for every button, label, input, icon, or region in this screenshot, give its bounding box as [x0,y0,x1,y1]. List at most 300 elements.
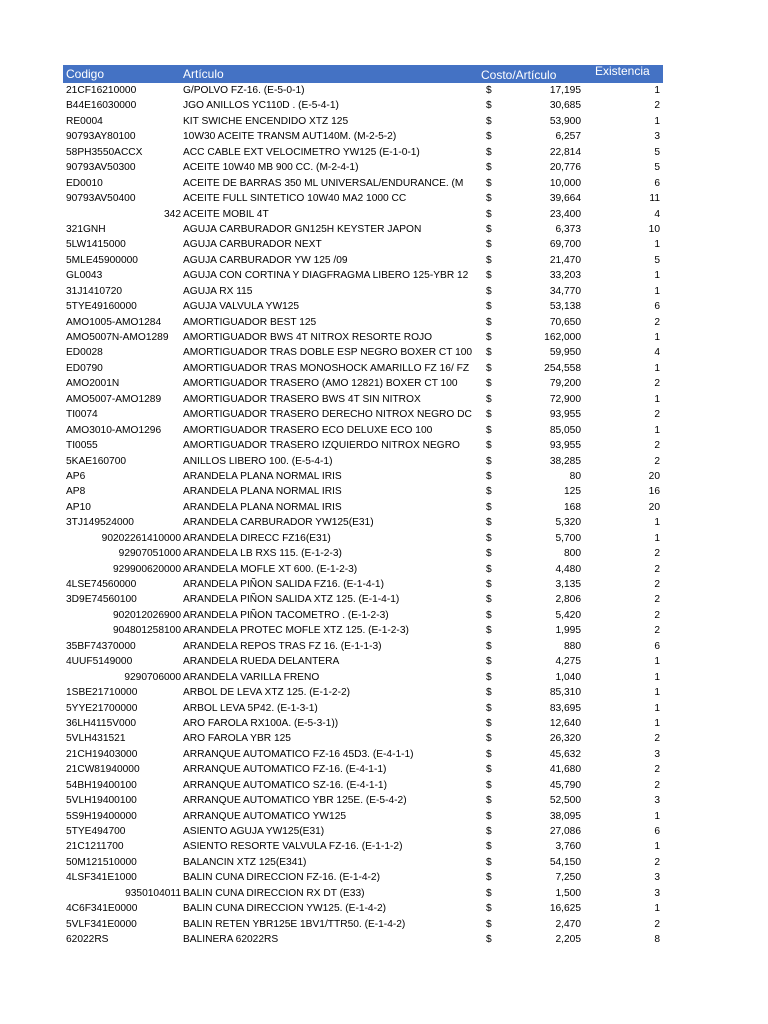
table-row[interactable] [63,423,663,438]
cell-article[interactable]: ARANDELA RUEDA DELANTERA [183,656,340,668]
header-code[interactable]: Codigo [66,67,105,81]
cell-cost[interactable]: 23,400 [549,208,581,220]
cell-article[interactable]: ARANDELA VARILLA FRENO [183,671,320,683]
cell-code[interactable]: 4UUF5149000 [66,656,133,668]
cell-stock[interactable]: 3 [654,872,660,884]
cell-code[interactable]: 31J1410720 [66,285,123,297]
cell-article[interactable]: AMORTIGUADOR TRASERO (AMO 12821) BOXER CT 100 [183,378,458,390]
cell-stock[interactable]: 6 [654,826,660,837]
cell-currency[interactable]: $ [486,563,492,575]
cell-article[interactable]: ARANDELA PIÑON SALIDA XTZ 125. (E-1-4-1) [183,594,400,606]
cell-stock[interactable]: 2 [654,100,660,112]
cell-article[interactable]: G/POLVO FZ-16. (E-5-0-1) [183,85,305,96]
cell-cost[interactable]: 69,700 [549,239,581,251]
cell-article[interactable]: ASIENTO AGUJA YW125(E31) [183,826,325,837]
cell-currency[interactable]: $ [486,162,492,174]
cell-currency[interactable]: $ [486,100,492,112]
cell-cost[interactable]: 38,285 [549,455,581,467]
cell-cost[interactable]: 16,625 [549,903,581,915]
cell-cost[interactable]: 85,310 [549,687,581,699]
cell-article[interactable]: ACEITE FULL SINTETICO 10W40 MA2 1000 CC [183,193,407,205]
cell-code[interactable]: 36LH4115V000 [66,717,137,729]
cell-currency[interactable]: $ [486,764,492,776]
cell-cost[interactable]: 5,700 [555,532,581,544]
table-row[interactable] [63,546,663,561]
cell-code[interactable]: 4LSF341E1000 [66,872,137,884]
cell-article[interactable]: ARANDELA DIRECC FZ16(E31) [183,532,331,544]
cell-currency[interactable]: $ [486,640,492,652]
table-row[interactable] [63,315,663,330]
cell-currency[interactable]: $ [486,887,492,899]
table-row[interactable] [63,716,663,731]
table-row[interactable] [63,114,663,129]
cell-cost[interactable]: 34,770 [549,285,581,297]
cell-currency[interactable]: $ [486,115,492,127]
cell-cost[interactable]: 72,900 [549,393,581,405]
cell-currency[interactable]: $ [486,702,492,714]
cell-code[interactable]: 21CH19403000 [66,748,138,760]
cell-code[interactable]: 58PH3550ACCX [66,146,143,158]
cell-currency[interactable]: $ [486,548,492,560]
table-row[interactable] [63,191,663,206]
cell-cost[interactable]: 10,000 [549,177,581,189]
cell-cost[interactable]: 5,420 [555,609,581,621]
cell-cost[interactable]: 2,205 [555,934,581,946]
cell-cost[interactable]: 2,806 [555,594,581,606]
cell-cost[interactable]: 20,776 [549,162,581,174]
cell-cost[interactable]: 54,150 [549,856,581,868]
cell-currency[interactable]: $ [486,208,492,220]
cell-code[interactable]: 90793AV50300 [66,162,136,174]
cell-code[interactable]: AP6 [66,470,86,482]
cell-stock[interactable]: 5 [654,162,660,174]
cell-code[interactable]: RE0004 [66,115,103,127]
cell-stock[interactable]: 2 [654,918,660,930]
cell-code[interactable]: B44E16030000 [66,100,137,112]
cell-stock[interactable]: 2 [654,378,660,390]
cell-article[interactable]: BALIN CUNA DIRECCION YW125. (E-1-4-2) [183,903,387,915]
table-row[interactable] [63,577,663,592]
cell-code[interactable]: 92907051000 [118,548,181,560]
cell-currency[interactable]: $ [486,625,492,637]
cell-currency[interactable]: $ [486,440,492,452]
cell-stock[interactable]: 4 [654,347,660,359]
cell-cost[interactable]: 17,195 [549,85,581,96]
cell-cost[interactable]: 1,040 [555,671,581,683]
cell-cost[interactable]: 41,680 [549,764,581,776]
cell-cost[interactable]: 59,950 [549,347,581,359]
table-row[interactable] [63,129,663,144]
cell-currency[interactable]: $ [486,517,492,529]
cell-cost[interactable]: 1,500 [555,887,581,899]
table-row[interactable] [63,531,663,546]
cell-cost[interactable]: 93,955 [549,440,581,452]
cell-code[interactable]: 5S9H19400000 [66,810,137,822]
cell-stock[interactable]: 1 [654,702,660,714]
table-row[interactable] [63,839,663,854]
cell-article[interactable]: ARANDELA PIÑON TACOMETRO . (E-1-2-3) [183,609,389,621]
cell-currency[interactable]: $ [486,146,492,158]
cell-stock[interactable]: 1 [654,841,660,853]
cell-stock[interactable]: 6 [654,301,660,313]
cell-code[interactable]: 3D9E74560100 [66,594,137,606]
header-stock[interactable]: Existencia [595,64,650,78]
cell-code[interactable]: 5VLH431521 [66,733,126,745]
cell-stock[interactable]: 1 [654,424,660,436]
cell-stock[interactable]: 2 [654,625,660,637]
cell-article[interactable]: AMORTIGUADOR TRAS DOBLE ESP NEGRO BOXER CT 100 [183,347,473,359]
cell-currency[interactable]: $ [486,856,492,868]
cell-currency[interactable]: $ [486,131,492,143]
cell-article[interactable]: ARRANQUE AUTOMATICO FZ-16 45D3. (E-4-1-1) [183,748,414,760]
header-cost[interactable]: Costo/Artículo [481,68,557,82]
cell-currency[interactable]: $ [486,748,492,760]
cell-stock[interactable]: 2 [654,779,660,791]
table-row[interactable] [63,207,663,222]
cell-cost[interactable]: 800 [564,548,581,560]
cell-stock[interactable]: 1 [654,270,660,282]
cell-article[interactable]: ARANDELA MOFLE XT 600. (E-1-2-3) [183,563,358,575]
cell-cost[interactable]: 880 [564,640,581,652]
table-row[interactable] [63,237,663,252]
cell-article[interactable]: AMORTIGUADOR TRAS MONOSHOCK AMARILLO FZ 16/ FZ [183,362,470,374]
cell-article[interactable]: AGUJA CON CORTINA Y DIAGFRAGMA LIBERO 125-YBR 12 [183,270,469,282]
cell-code[interactable]: 21CW81940000 [66,764,140,776]
table-row[interactable] [63,824,663,839]
cell-currency[interactable]: $ [486,301,492,313]
table-row[interactable] [63,83,663,98]
cell-stock[interactable]: 2 [654,316,660,328]
cell-code[interactable]: ED0790 [66,362,103,374]
cell-stock[interactable]: 1 [654,810,660,822]
cell-article[interactable]: BALIN CUNA DIRECCION FZ-16. (E-1-4-2) [183,872,380,884]
cell-stock[interactable]: 2 [654,563,660,575]
cell-stock[interactable]: 6 [654,640,660,652]
table-row[interactable] [63,654,663,669]
cell-article[interactable]: AMORTIGUADOR TRASERO IZQUIERDO NITROX NEGRO [183,440,460,452]
cell-stock[interactable]: 3 [654,131,660,143]
cell-code[interactable]: ED0028 [66,347,103,359]
cell-cost[interactable]: 21,470 [549,254,581,266]
cell-article[interactable]: ACC CABLE EXT VELOCIMETRO YW125 (E-1-0-1) [183,146,420,158]
cell-article[interactable]: AMORTIGUADOR TRASERO BWS 4T SIN NITROX [183,393,421,405]
table-row[interactable] [63,438,663,453]
cell-article[interactable]: BALINERA 62022RS [183,934,279,946]
cell-code[interactable]: ED0010 [66,177,103,189]
cell-currency[interactable]: $ [486,671,492,683]
cell-cost[interactable]: 254,558 [544,362,581,374]
cell-code[interactable]: AMO1005-AMO1284 [66,316,162,328]
table-row[interactable] [63,268,663,283]
cell-cost[interactable]: 26,320 [549,733,581,745]
table-row[interactable] [63,500,663,515]
cell-stock[interactable]: 2 [654,455,660,467]
table-row[interactable] [63,592,663,607]
cell-code[interactable]: 5VLH19400100 [66,795,137,807]
cell-stock[interactable]: 5 [654,146,660,158]
cell-cost[interactable]: 39,664 [549,193,581,205]
cell-currency[interactable]: $ [486,579,492,590]
cell-currency[interactable]: $ [486,270,492,282]
cell-code[interactable]: AMO2001N [66,378,120,390]
cell-article[interactable]: ARANDELA PLANA NORMAL IRIS [183,501,342,513]
cell-article[interactable]: 10W30 ACEITE TRANSM AUT140M. (M-2-5-2) [183,131,397,143]
cell-stock[interactable]: 3 [654,795,660,807]
cell-code[interactable]: AMO5007N-AMO1289 [66,332,169,343]
cell-code[interactable]: 5YYE21700000 [66,702,138,714]
cell-stock[interactable]: 1 [654,285,660,297]
cell-currency[interactable]: $ [486,285,492,297]
cell-article[interactable]: AMORTIGUADOR TRASERO ECO DELUXE ECO 100 [183,424,433,436]
cell-stock[interactable]: 1 [654,532,660,544]
cell-cost[interactable]: 93,955 [549,409,581,421]
cell-currency[interactable]: $ [486,332,492,343]
table-row[interactable] [63,345,663,360]
cell-currency[interactable]: $ [486,810,492,822]
cell-code[interactable]: 5TYE49160000 [66,301,137,313]
cell-article[interactable]: ARANDELA LB RXS 115. (E-1-2-3) [183,548,342,560]
cell-cost[interactable]: 70,650 [549,316,581,328]
table-row[interactable] [63,284,663,299]
cell-article[interactable]: ARO FAROLA RX100A. (E-5-3-1)) [183,717,339,729]
table-row[interactable] [63,685,663,700]
cell-cost[interactable]: 79,200 [549,378,581,390]
cell-code[interactable]: 90202261410000 [101,532,181,544]
cell-article[interactable]: AMORTIGUADOR BEST 125 [183,316,317,328]
cell-cost[interactable]: 45,790 [549,779,581,791]
cell-article[interactable]: AGUJA CARBURADOR GN125H KEYSTER JAPON [183,223,422,235]
cell-cost[interactable]: 4,275 [555,656,581,668]
cell-currency[interactable]: $ [486,501,492,513]
cell-article[interactable]: ARANDELA PIÑON SALIDA FZ16. (E-1-4-1) [183,579,384,590]
cell-currency[interactable]: $ [486,223,492,235]
cell-stock[interactable]: 1 [654,332,660,343]
header-article[interactable]: Artículo [183,67,224,81]
table-row[interactable] [63,160,663,175]
cell-code[interactable]: 929900620000 [113,563,181,575]
cell-article[interactable]: AGUJA VALVULA YW125 [183,301,300,313]
cell-code[interactable]: 5KAE160700 [66,455,127,467]
cell-stock[interactable]: 5 [654,254,660,266]
cell-currency[interactable]: $ [486,656,492,668]
cell-code[interactable]: 5MLE45900000 [66,254,138,266]
cell-article[interactable]: AMORTIGUADOR TRASERO DERECHO NITROX NEGRO DC [183,409,472,421]
cell-code[interactable]: GL0043 [66,270,103,282]
cell-cost[interactable]: 22,814 [549,146,581,158]
table-row[interactable] [63,469,663,484]
cell-cost[interactable]: 38,095 [549,810,581,822]
cell-article[interactable]: ARRANQUE AUTOMATICO SZ-16. (E-4-1-1) [183,779,387,791]
cell-currency[interactable]: $ [486,424,492,436]
table-row[interactable] [63,778,663,793]
cell-article[interactable]: ASIENTO RESORTE VALVULA FZ-16. (E-1-1-2) [183,841,403,853]
cell-code[interactable]: 904801258100 [113,625,181,637]
cell-cost[interactable]: 4,480 [555,563,581,575]
cell-currency[interactable]: $ [486,532,492,544]
cell-currency[interactable]: $ [486,85,492,96]
table-row[interactable] [63,299,663,314]
cell-currency[interactable]: $ [486,826,492,837]
cell-currency[interactable]: $ [486,594,492,606]
cell-stock[interactable]: 2 [654,579,660,590]
cell-stock[interactable]: 10 [648,223,660,235]
table-row[interactable] [63,392,663,407]
cell-code[interactable]: 9350104011 [125,887,181,899]
cell-currency[interactable]: $ [486,378,492,390]
cell-currency[interactable]: $ [486,779,492,791]
table-row[interactable] [63,639,663,654]
cell-currency[interactable]: $ [486,193,492,205]
cell-cost[interactable]: 33,203 [549,270,581,282]
cell-cost[interactable]: 6,373 [555,223,581,235]
cell-article[interactable]: BALANCIN XTZ 125(E341) [183,856,307,868]
cell-article[interactable]: AGUJA RX 115 [183,285,253,297]
cell-stock[interactable]: 1 [654,517,660,529]
cell-currency[interactable]: $ [486,362,492,374]
cell-stock[interactable]: 2 [654,733,660,745]
table-row[interactable] [63,886,663,901]
cell-cost[interactable]: 162,000 [544,332,581,343]
cell-stock[interactable]: 1 [654,671,660,683]
cell-code[interactable]: 90793AY80100 [66,131,136,143]
table-row[interactable] [63,762,663,777]
cell-cost[interactable]: 53,138 [549,301,581,313]
cell-article[interactable]: ARBOL DE LEVA XTZ 125. (E-1-2-2) [183,687,351,699]
table-row[interactable] [63,330,663,345]
cell-currency[interactable]: $ [486,733,492,745]
cell-currency[interactable]: $ [486,841,492,853]
cell-code[interactable]: AP10 [66,501,91,513]
table-row[interactable] [63,870,663,885]
cell-code[interactable]: 3TJ149524000 [66,517,134,529]
cell-code[interactable]: 4C6F341E0000 [66,903,138,915]
cell-article[interactable]: ACEITE 10W40 MB 900 CC. (M-2-4-1) [183,162,359,174]
table-row[interactable] [63,454,663,469]
table-row[interactable] [63,917,663,932]
cell-cost[interactable]: 6,257 [555,131,581,143]
cell-code[interactable]: 9290706000 [124,671,181,683]
cell-stock[interactable]: 6 [654,177,660,189]
table-row[interactable] [63,361,663,376]
cell-stock[interactable]: 2 [654,856,660,868]
cell-code[interactable]: AP8 [66,486,86,498]
cell-stock[interactable]: 2 [654,764,660,776]
cell-cost[interactable]: 168 [564,501,581,513]
cell-cost[interactable]: 30,685 [549,100,581,112]
table-row[interactable] [63,809,663,824]
table-row[interactable] [63,253,663,268]
table-row[interactable] [63,176,663,191]
cell-cost[interactable]: 45,632 [549,748,581,760]
cell-stock[interactable]: 1 [654,687,660,699]
cell-code[interactable]: 50M121510000 [66,856,137,868]
cell-article[interactable]: ARBOL LEVA 5P42. (E-1-3-1) [183,702,318,714]
cell-stock[interactable]: 1 [654,85,660,96]
cell-currency[interactable]: $ [486,409,492,421]
cell-stock[interactable]: 1 [654,115,660,127]
cell-code[interactable]: 35BF74370000 [66,640,136,652]
cell-currency[interactable]: $ [486,934,492,946]
cell-stock[interactable]: 16 [648,486,660,498]
cell-stock[interactable]: 1 [654,362,660,374]
cell-stock[interactable]: 2 [654,609,660,621]
table-row[interactable] [63,670,663,685]
table-row[interactable] [63,376,663,391]
cell-code[interactable]: 90793AV50400 [66,193,136,205]
cell-stock[interactable]: 4 [654,208,660,220]
cell-code[interactable]: 21C1211700 [66,841,124,853]
cell-cost[interactable]: 7,250 [555,872,581,884]
cell-article[interactable]: BALIN CUNA DIRECCION RX DT (E33) [183,887,365,899]
cell-article[interactable]: JGO ANILLOS YC110D . (E-5-4-1) [183,100,339,112]
cell-stock[interactable]: 1 [654,656,660,668]
cell-currency[interactable]: $ [486,316,492,328]
cell-currency[interactable]: $ [486,347,492,359]
table-row[interactable] [63,98,663,113]
cell-code[interactable]: TI0074 [66,409,98,421]
table-row[interactable] [63,145,663,160]
cell-currency[interactable]: $ [486,393,492,405]
cell-code[interactable]: 21CF16210000 [66,85,137,96]
table-row[interactable] [63,515,663,530]
cell-stock[interactable]: 1 [654,903,660,915]
table-row[interactable] [63,793,663,808]
cell-cost[interactable]: 80 [569,470,581,482]
cell-stock[interactable]: 2 [654,409,660,421]
cell-article[interactable]: ACEITE DE BARRAS 350 ML UNIVERSAL/ENDURANCE. (M [183,177,464,189]
table-row[interactable] [63,932,663,947]
cell-code[interactable]: 902012026900 [113,609,181,621]
cell-article[interactable]: ARANDELA PLANA NORMAL IRIS [183,470,342,482]
table-row[interactable] [63,701,663,716]
cell-cost[interactable]: 85,050 [549,424,581,436]
cell-currency[interactable]: $ [486,470,492,482]
cell-code[interactable]: AMO5007-AMO1289 [66,393,162,405]
cell-currency[interactable]: $ [486,795,492,807]
cell-cost[interactable]: 12,640 [549,717,581,729]
cell-currency[interactable]: $ [486,254,492,266]
cell-article[interactable]: AGUJA CARBURADOR YW 125 /09 [183,254,348,266]
cell-article[interactable]: KIT SWICHE ENCENDIDO XTZ 125 [183,115,349,127]
cell-cost[interactable]: 2,470 [555,918,581,930]
cell-stock[interactable]: 11 [649,193,660,205]
cell-article[interactable]: ARANDELA CARBURADOR YW125(E31) [183,517,374,529]
cell-stock[interactable]: 2 [654,440,660,452]
cell-code[interactable]: TI0055 [66,440,98,452]
cell-article[interactable]: ARRANQUE AUTOMATICO FZ-16. (E-4-1-1) [183,764,387,776]
cell-article[interactable]: ARANDELA REPOS TRAS FZ 16. (E-1-1-3) [183,640,382,652]
cell-code[interactable]: 5TYE494700 [66,826,126,837]
cell-article[interactable]: ARRANQUE AUTOMATICO YBR 125E. (E-5-4-2) [183,795,407,807]
cell-code[interactable]: 1SBE21710000 [66,687,138,699]
table-row[interactable] [63,855,663,870]
cell-currency[interactable]: $ [486,239,492,251]
cell-code[interactable]: 342 [164,208,181,220]
table-row[interactable] [63,731,663,746]
cell-stock[interactable]: 2 [654,594,660,606]
cell-currency[interactable]: $ [486,903,492,915]
cell-cost[interactable]: 83,695 [549,702,581,714]
cell-article[interactable]: BALIN RETEN YBR125E 1BV1/TTR50. (E-1-4-2) [183,918,406,930]
cell-cost[interactable]: 5,320 [555,517,581,529]
cell-code[interactable]: 5VLF341E0000 [66,918,137,930]
cell-currency[interactable]: $ [486,717,492,729]
cell-cost[interactable]: 3,135 [555,579,581,590]
cell-stock[interactable]: 8 [654,934,660,946]
cell-currency[interactable]: $ [486,918,492,930]
table-row[interactable] [63,484,663,499]
cell-currency[interactable]: $ [486,455,492,467]
